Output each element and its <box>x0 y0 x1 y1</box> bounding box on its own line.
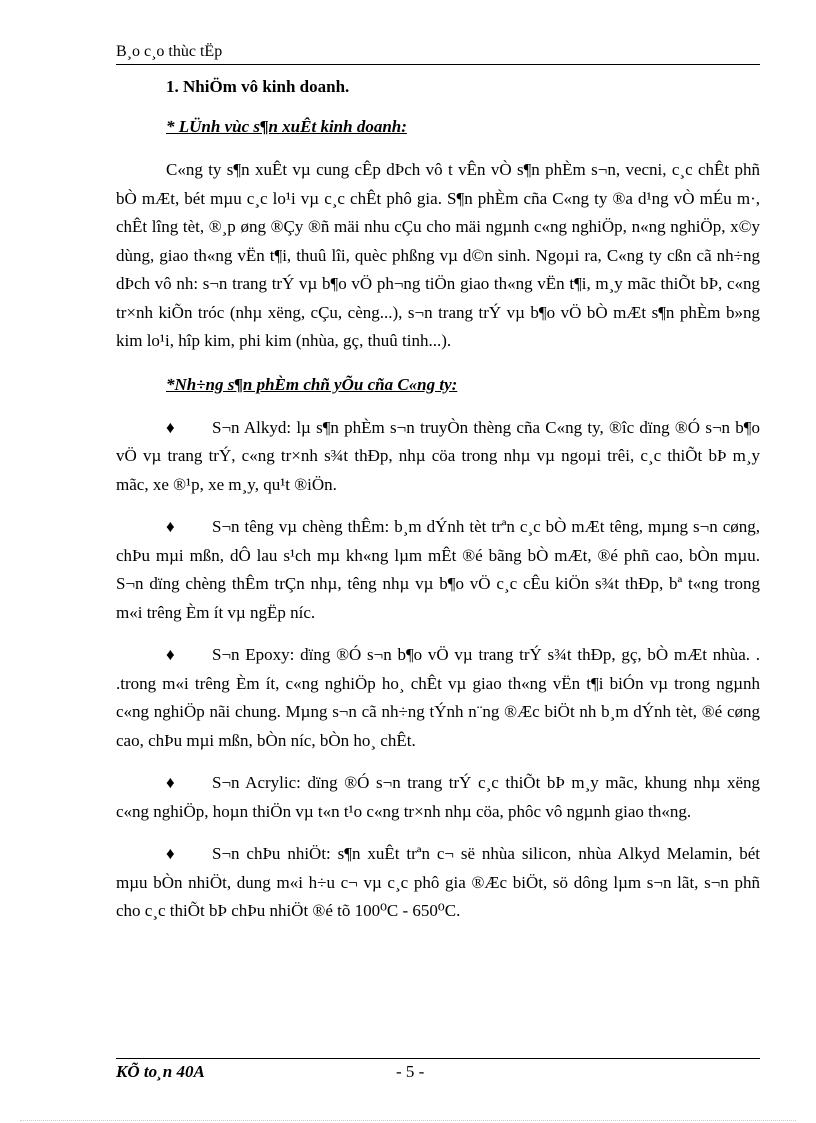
product-text: S¬n têng vµ chèng thÊm: b¸m dÝnh tèt trªn c¸c bÒ mÆt têng, mµng s¬n cøng, chÞu mµi mßn, dÔ lau s¹ch mµ kh«ng lµm mÊt ®é bãng bÒ mÆt, ®é phñ cao, bÒn mµu. S¬n dïng chèng thÊm trÇn nhµ, têng nhµ vµ b¶o vÖ c¸c cÊu kiÖn s¾t thÐp, bª t«ng trong m«i trêng Èm ít vµ ngËp níc. <box>116 517 760 622</box>
product-text: S¬n Epoxy: dïng ®Ó s¬n b¶o vÖ vµ trang trÝ s¾t thÐp, gç, bÒ mÆt nhùa. . .trong m«i trêng Èm ít, c«ng nghiÖp ho¸ chÊt vµ giao th«ng vËn t¶i biÓn vµ trong ngµnh c«ng nghiÖp nãi chung. Mµng s¬n cã nh÷ng tÝnh n¨ng ®Æc biÖt nh b¸m dÝnh tèt, ®é cøng cao, chÞu mµi mßn, bÒn níc, bÒn ho¸ chÊt. <box>116 645 760 750</box>
footer-class-label: KÕ to¸n 40A <box>116 1062 205 1081</box>
diamond-bullet-icon: ♦ <box>166 844 175 863</box>
page-edge-divider <box>20 1120 796 1121</box>
header-title: B¸o c¸o thùc tËp <box>116 43 223 60</box>
page-number: - 5 - <box>396 1062 425 1081</box>
product-item <box>116 513 760 627</box>
diamond-bullet-icon: ♦ <box>166 773 175 792</box>
subsection-title-main-products: *Nh÷ng s¶n phÈm chñ yÕu cña C«ng ty: <box>166 374 458 394</box>
page-header <box>116 42 760 65</box>
product-text: S¬n chÞu nhiÖt: s¶n xuÊt trªn c¬ së nhùa silicon, nhùa Alkyd Melamin, bét mµu bÒn nhiÖt, dung m«i h÷u c¬ vµ c¸c phô gia ®Æc biÖt, sö dông lµm s¬n lãt, s¬n phñ cho c¸c thiÕt bÞ chÞu nhiÖt ®é tõ 100⁰C - 650⁰C. <box>116 844 760 920</box>
subsection-title-business-field: * LÜnh vùc s¶n xuÊt kinh doanh: <box>166 117 407 136</box>
product-item <box>116 840 760 926</box>
product-item <box>116 641 760 755</box>
page-content <box>116 74 760 926</box>
diamond-bullet-icon: ♦ <box>166 645 175 664</box>
diamond-bullet-icon: ♦ <box>166 517 175 536</box>
section-title: 1. NhiÖm vô kinh doanh. <box>166 77 350 96</box>
footer-divider <box>116 1058 760 1059</box>
product-text: S¬n Acrylic: dïng ®Ó s¬n trang trÝ c¸c thiÕt bÞ m¸y mãc, khung nhµ xëng c«ng nghiÖp, hoµn thiÖn vµ t«n t¹o c«ng tr×nh nhµ cöa, phôc vô ngµnh giao th«ng. <box>116 773 760 821</box>
product-text: S¬n Alkyd: lµ s¶n phÈm s¬n truyÒn thèng cña C«ng ty, ®îc dïng ®Ó s¬n b¶o vÖ vµ trang trÝ, c«ng tr×nh s¾t thÐp, nhµ cöa trong nhµ vµ ngoµi trêi, c¸c thiÕt bÞ m¸y mãc, xe ®¹p, xe m¸y, qu¹t ®iÖn. <box>116 417 760 494</box>
product-item <box>116 414 760 500</box>
product-item <box>116 769 760 826</box>
intro-paragraph: C«ng ty s¶n xuÊt vµ cung cÊp dÞch vô t vÊn vÒ s¶n phÈm s¬n, vecni, c¸c chÊt phñ bÒ mÆt, bét mµu c¸c lo¹i vµ c¸c chÊt phô gia. S¶n phÈm cña C«ng ty ®a d¹ng vÒ mÉu m·, chÊt lîng tèt, ®¸p øng ®Çy ®ñ mäi nhu cÇu cho mäi ngµnh c«ng nghiÖp, n«ng nghiÖp, x©y dùng, giao th«ng vËn t¶i, thuû lîi, quèc phßng vµ d©n sinh. Ngoµi ra, C«ng ty cßn cã nh÷ng dÞch vô nh: s¬n trang trÝ vµ b¶o vÖ ph¬ng tiÖn giao th«ng vËn t¶i, m¸y mãc thiÕt bÞ, c«ng tr×nh kiÕn tróc (nhµ xëng, cÇu, cèng...), s¬n trang trÝ vµ b¶o vÖ bÒ mÆt s¶n phÈm b»ng kim lo¹i, hîp kim, phi kim (nhùa, gç, thuû tinh...). <box>116 160 760 350</box>
diamond-bullet-icon: ♦ <box>166 417 175 437</box>
